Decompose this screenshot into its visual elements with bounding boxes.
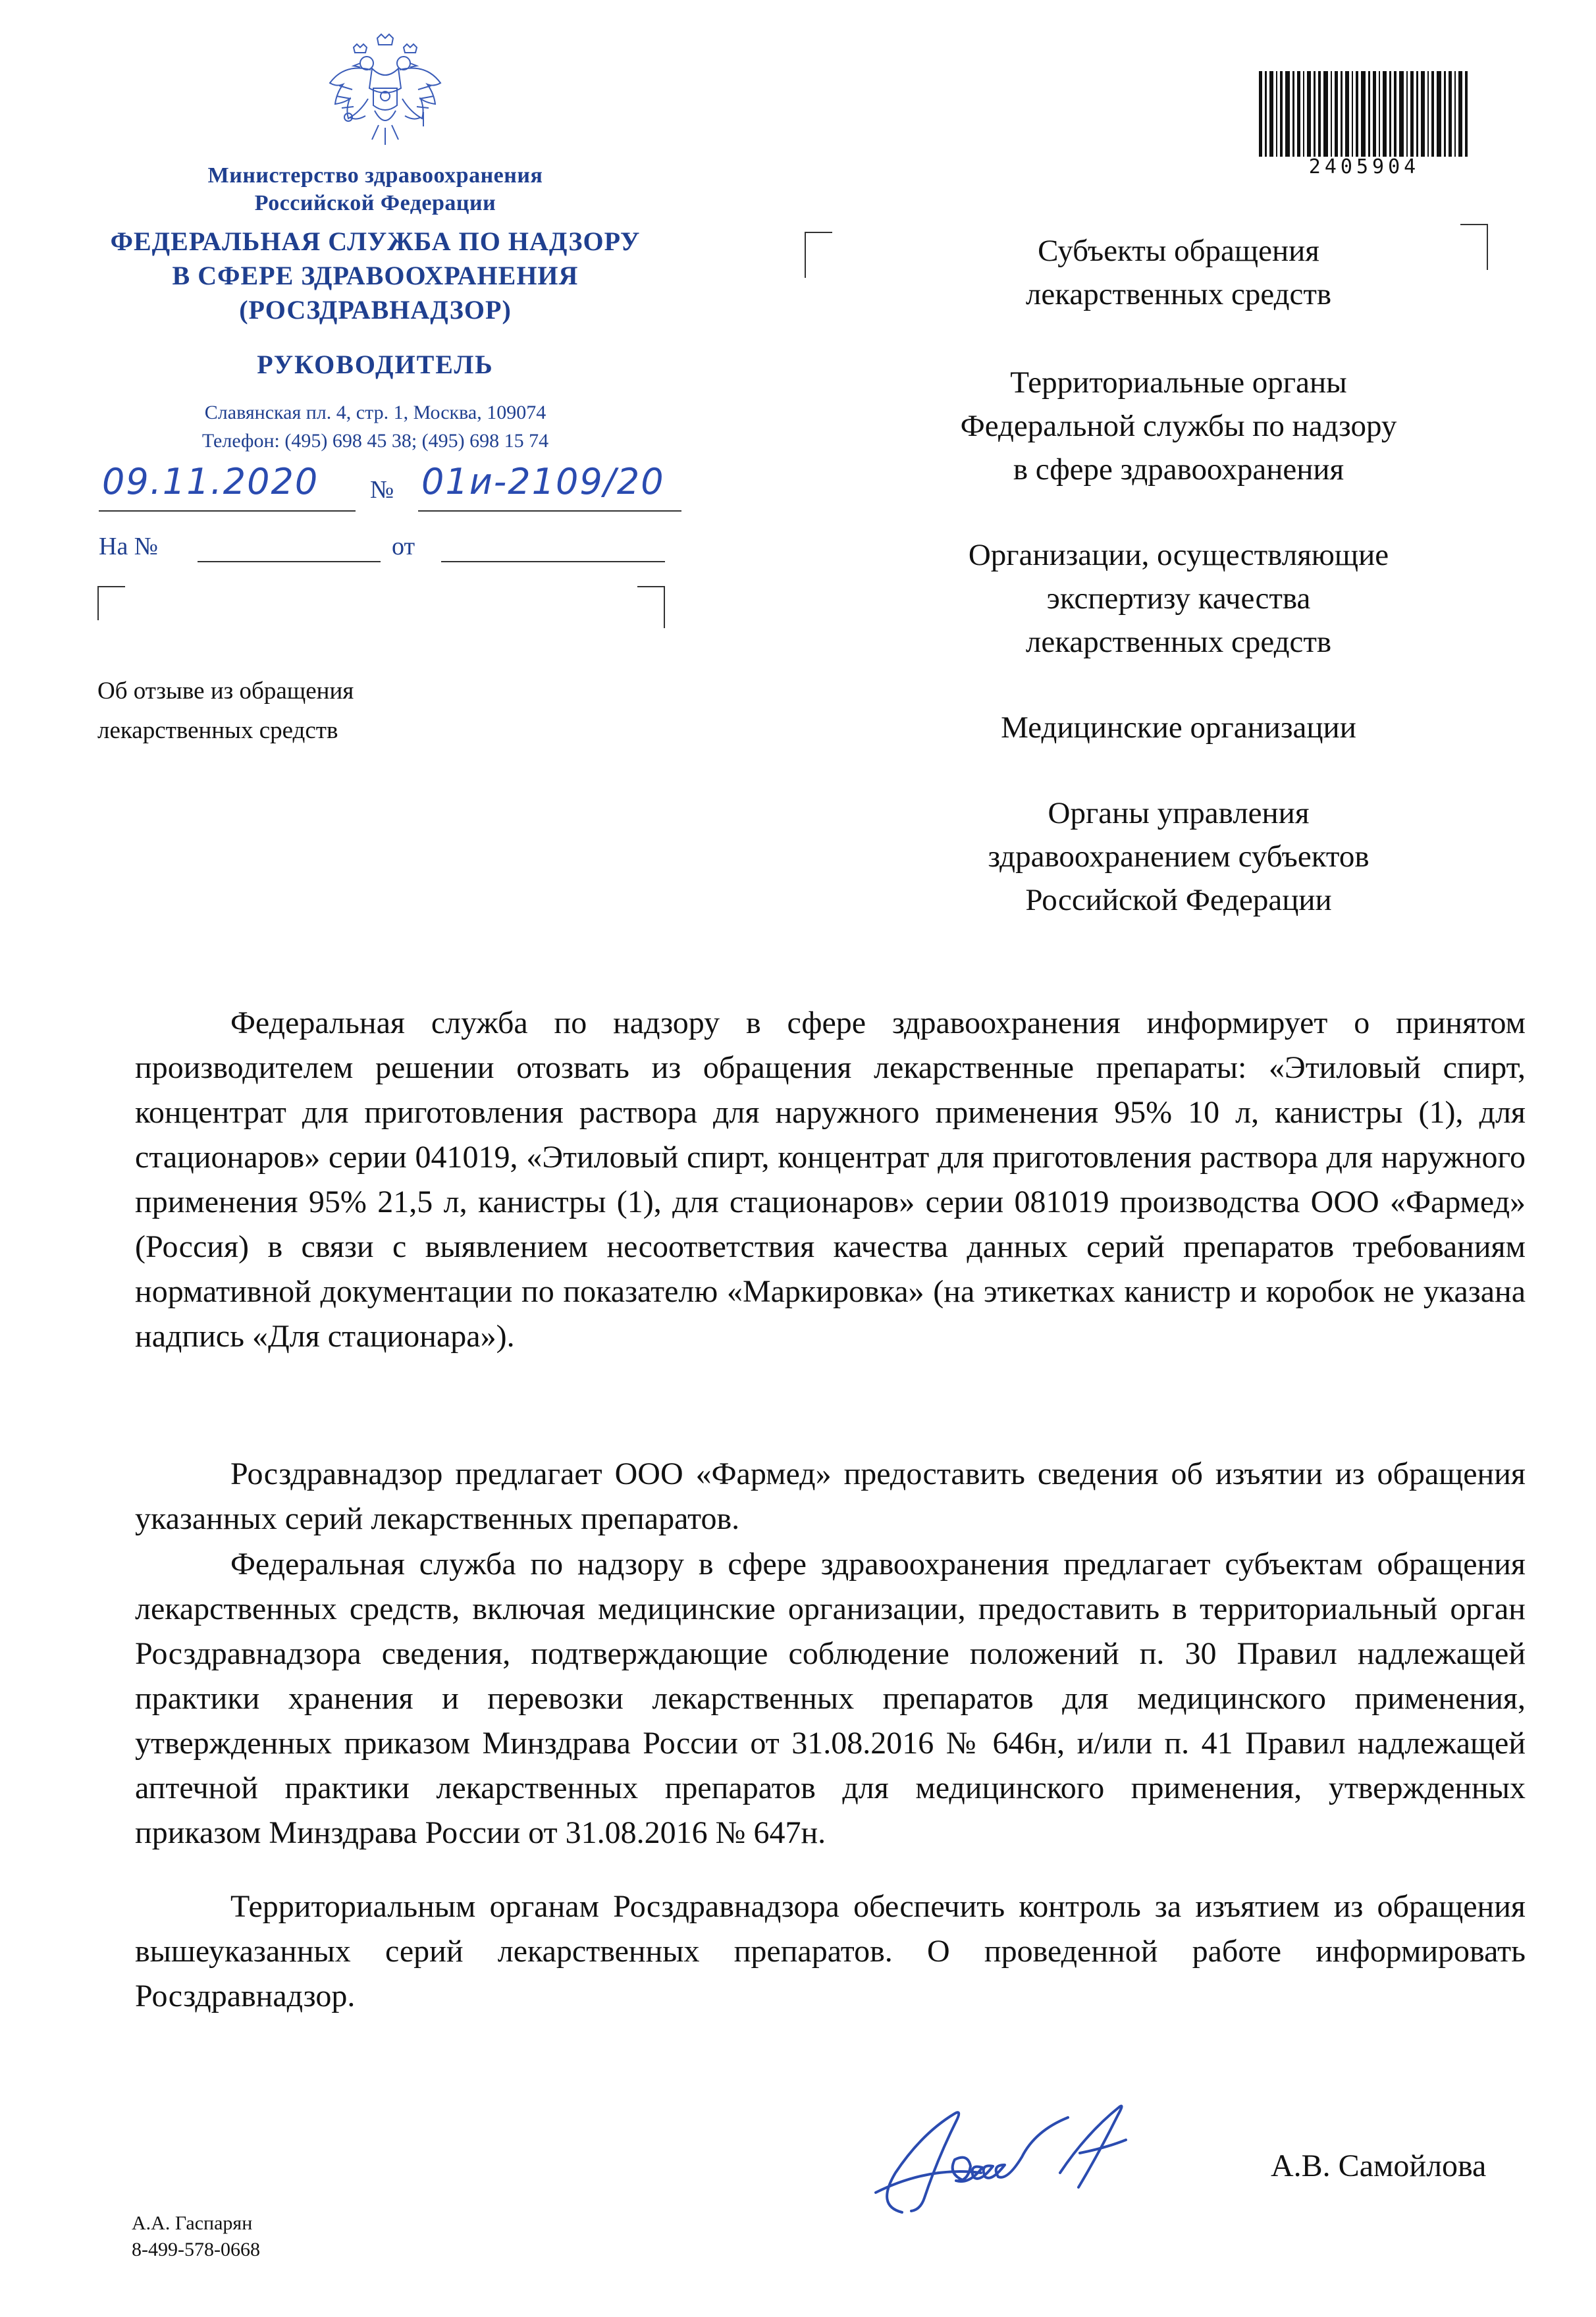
addressee-medical-organizations bbox=[849, 706, 1508, 749]
addressee-territorial-bodies bbox=[849, 361, 1508, 491]
reply-number-underline bbox=[198, 561, 381, 562]
reply-date-underline bbox=[441, 561, 665, 562]
addressee-corner-left bbox=[805, 232, 832, 278]
coat-of-arms-emblem bbox=[319, 33, 451, 162]
subject-line-1: Об отзыве из обращения bbox=[97, 678, 354, 705]
ministry-name-line-1: Министерство здравоохранения bbox=[207, 163, 543, 188]
head-title: РУКОВОДИТЕЛЬ bbox=[257, 350, 494, 379]
addressee-line: Органы управления bbox=[1048, 796, 1310, 830]
number-sign: № bbox=[370, 476, 394, 504]
phone-numbers: Телефон: (495) 698 45 38; (495) 698 15 74 bbox=[201, 430, 549, 452]
signer-name: А.В. Самойлова bbox=[1271, 2148, 1487, 2183]
addressee-line: Российской Федерации bbox=[1025, 883, 1332, 917]
addressee-line: Субъекты обращения bbox=[1038, 234, 1319, 268]
addressee-subjects bbox=[849, 229, 1508, 316]
addressee-line: лекарственных средств bbox=[1025, 625, 1332, 659]
barcode-number: 2405904 bbox=[1308, 155, 1420, 178]
subject-line-2: лекарственных средств bbox=[97, 717, 338, 744]
executor-name: А.А. Гаспарян bbox=[132, 2212, 253, 2234]
addressee-line: лекарственных средств bbox=[1025, 277, 1332, 311]
service-name-line-1: ФЕДЕРАЛЬНАЯ СЛУЖБА ПО НАДЗОРУ bbox=[110, 226, 641, 256]
addressee-line: здравоохранением субъектов bbox=[988, 839, 1370, 874]
executor-phone: 8-499-578-0668 bbox=[132, 2239, 260, 2260]
reply-from-label: от bbox=[392, 533, 415, 560]
ministry-name-line-2: Российской Федерации bbox=[254, 191, 496, 215]
body-paragraph-manufacturer-request: Росздравнадзор предлагает ООО «Фармед» предоставить сведения об изъятии из обращения указанных серий лекарственных препаратов. bbox=[135, 1456, 1526, 1536]
body-paragraph-territorial-control: Территориальным органам Росздравнадзора обеспечить контроль за изъятием из обращения вышеуказанных серий лекарственных препаратов. О проведенной работе информировать Росздравнадзор. bbox=[135, 1889, 1526, 2013]
postal-address: Славянская пл. 4, стр. 1, Москва, 109074 bbox=[204, 402, 546, 423]
addressee-line: экспертизу качества bbox=[1046, 581, 1311, 616]
subject-corner-right bbox=[637, 586, 665, 628]
registration-date: 09.11.2020 bbox=[102, 461, 319, 502]
subject-corner-left bbox=[97, 586, 125, 620]
service-name-line-3: (РОСЗДРАВНАДЗОР) bbox=[239, 295, 512, 325]
body-paragraph-subjects-request: Федеральная служба по надзору в сфере здравоохранения предлагает субъектам обращения лекарственных средств, включая медицинские организации, предоставить в территориальный орган Росздравнадзора сведения, подтверждающие соблюдение положений п. 30 Правил надлежащей практики хранения и перевозки лекарственных препаратов для медицинского применения, утвержденных приказом Минздрава России от 31.08.2016 № 646н, и/или п. 41 Правил надлежащей аптечной практики лекарственных препаратов для медицинского применения, утвержденных приказом Минздрава России от 31.08.2016 № 647н. bbox=[135, 1547, 1526, 1850]
addressee-line: в сфере здравоохранения bbox=[1013, 452, 1344, 487]
addressee-health-authorities bbox=[849, 791, 1508, 922]
addressee-expert-organizations bbox=[849, 533, 1508, 664]
number-underline bbox=[418, 510, 681, 512]
registration-number: 01и-2109/20 bbox=[421, 461, 665, 502]
body-paragraph-recall-notice: Федеральная служба по надзору в сфере здравоохранения информирует о принятом производителем решении отозвать из обращения лекарственные препараты: «Этиловый спирт, концентрат для приготовления раствора для наружного применения 95% 10 л, канистры (1), для стационаров» серии 041019, «Этиловый спирт, концентрат для приготовления раствора для наружного применения 95% 21,5 л, канистры (1), для стационаров» серии 081019 производства ООО «Фармед» (Россия) в связи с выявлением несоответствия качества данных серий препаратов требованиям нормативной документации по показателю «Маркировка» (на этикетках канистр и коробок не указана надпись «Для стационара»). bbox=[135, 1005, 1526, 1354]
addressee-line: Организации, осуществляющие bbox=[968, 538, 1389, 572]
date-underline bbox=[99, 510, 356, 512]
addressee-line: Медицинские организации bbox=[1001, 710, 1356, 745]
service-name-line-2: В СФЕРЕ ЗДРАВООХРАНЕНИЯ bbox=[172, 261, 579, 290]
addressee-line: Федеральной службы по надзору bbox=[960, 409, 1397, 443]
addressee-line: Территориальные органы bbox=[1010, 365, 1347, 400]
reply-to-label: На № bbox=[99, 533, 159, 560]
handwritten-signature bbox=[863, 2081, 1238, 2232]
barcode-image bbox=[1259, 71, 1470, 157]
